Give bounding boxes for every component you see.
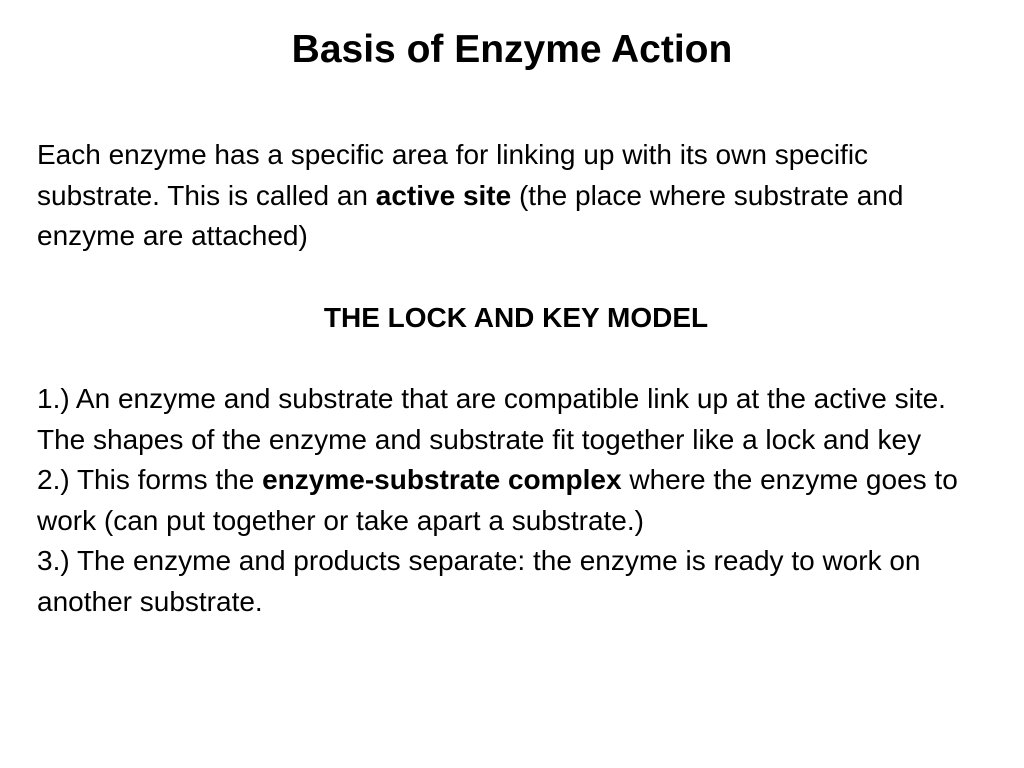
step-1-text: 1.) An enzyme and substrate that are compatible link up at the active site. The shapes of the enzyme and substrate fit together like a lock and key (37, 383, 946, 455)
step-3-text: 3.) The enzyme and products separate: the enzyme is ready to work on another substrate. (37, 545, 921, 617)
active-site-term: active site (375, 179, 512, 211)
steps-list (37, 379, 997, 622)
intro-paragraph (37, 135, 997, 257)
section-heading: THE LOCK AND KEY MODEL (323, 302, 709, 333)
step-1 (37, 379, 997, 460)
slide-title: Basis of Enzyme Action (291, 28, 733, 71)
step-3 (37, 541, 997, 622)
intro-text-end: (the place where substrate and enzyme are attached) (37, 179, 904, 251)
step-2 (37, 460, 997, 541)
enzyme-substrate-complex-term: enzyme-substrate complex (262, 464, 622, 495)
intro-text-start: Each enzyme has a specific area for linking up with its own specific substrate. This is called an (37, 139, 869, 211)
step-2-text-end: where the enzyme goes to work (can put together or take apart a substrate.) (37, 464, 958, 536)
step-2-text-start: 2.) This forms the (37, 464, 263, 495)
